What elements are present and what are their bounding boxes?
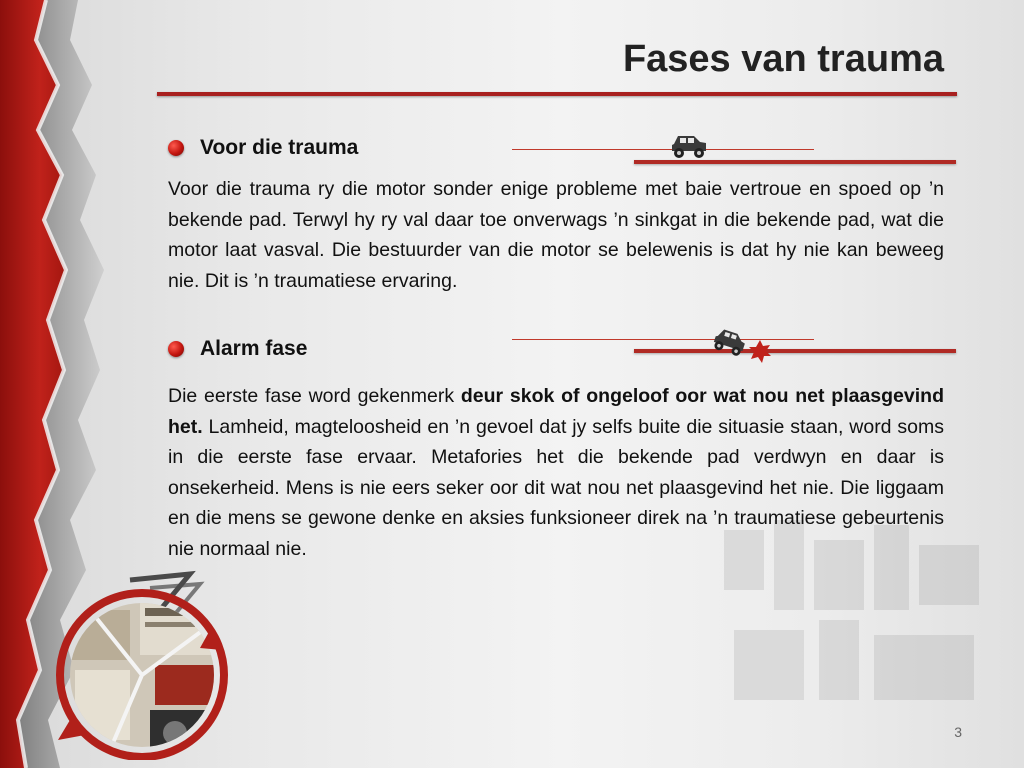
red-bullet-icon [168, 140, 184, 156]
text-emphasis: deur skok of ongeloof oor wat nou net plaasgevind het. [168, 385, 944, 438]
road-line-thick [634, 349, 956, 353]
page-number: 3 [954, 724, 962, 740]
road-line [512, 149, 814, 150]
text-rest: Lamheid, magteloosheid en ’n gevoel dat jy selfs buite die situasie staan, word soms in die eerste fase ervaar. Metafories het die bekende pad verdwyn en daar is onsekerheid. Mens is nie eers seker oor dit wat nou net plaasgevind het nie. Die liggaam en die mens se gewone denke en aksies funksioneer direk na ’n traumatiese gebeurtenis nie normaal nie. [168, 415, 944, 560]
car-crash-icon [710, 326, 774, 364]
section-heading-alarm-fase [168, 337, 307, 361]
section-heading-voor-die-trauma [168, 136, 358, 160]
section-heading-label: Alarm fase [200, 337, 308, 360]
slide-title: Fases van trauma [622, 38, 944, 80]
section-text-voor-die-trauma: Voor die trauma ry die motor sonder enige probleme met baie vertroue en spoed op ’n bekende pad. Terwyl hy ry val daar toe onverwags ’n sinkgat in die bekende pad, wat die motor laat vasval. Die bestuurder van die motor se belewenis is dat hy nie kan beweeg nie. Dit is ’n traumatiese ervaring. [168, 178, 944, 292]
red-bullet-icon [168, 341, 184, 357]
road-line-thick [634, 160, 956, 164]
section-text-alarm-fase [168, 381, 944, 564]
section-heading-label: Voor die trauma [200, 136, 359, 159]
trauma-collage-emblem [50, 570, 240, 760]
car-icon [668, 132, 710, 160]
title-underline [157, 92, 957, 96]
text-intro: Die eerste fase word gekenmerk [168, 385, 461, 407]
